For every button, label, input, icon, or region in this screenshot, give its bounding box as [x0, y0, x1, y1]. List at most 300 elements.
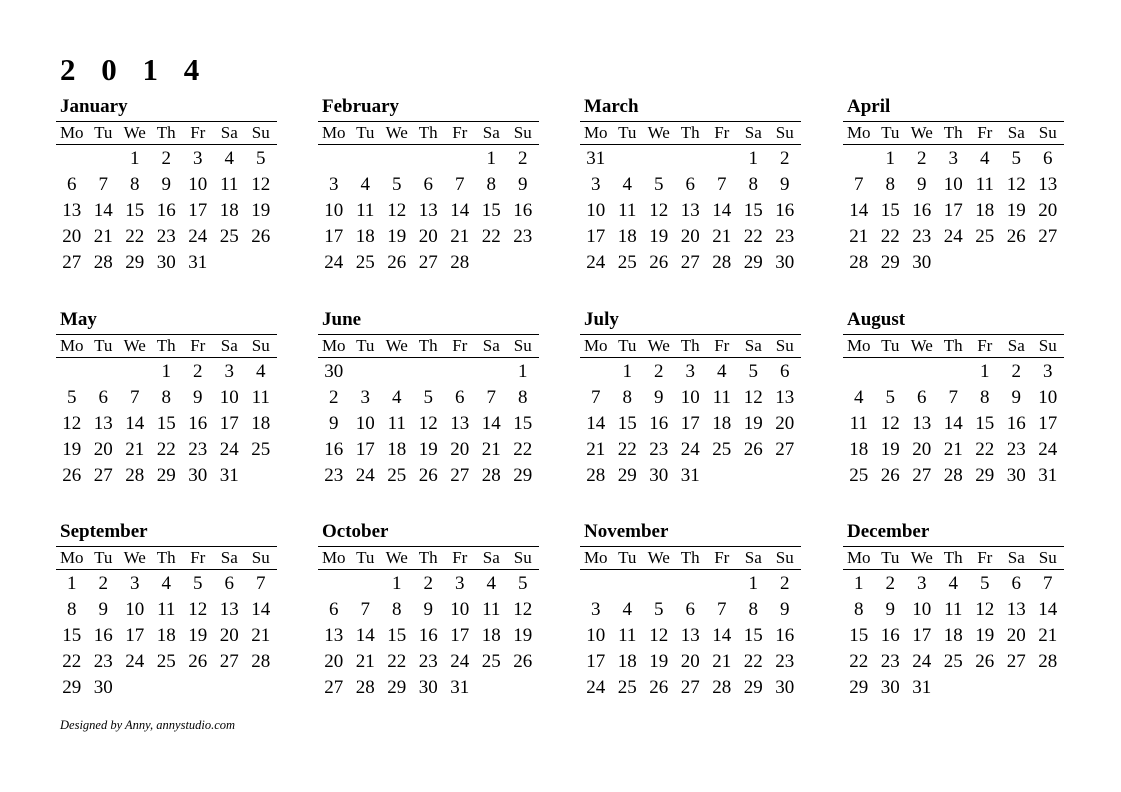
day-cell: 16: [93, 625, 113, 646]
day-cell: 8: [885, 174, 895, 195]
weekday-header: [318, 121, 539, 145]
month-march: [580, 96, 801, 276]
day-cell: [938, 359, 970, 385]
day-cell: 27: [680, 677, 700, 698]
weekday-label: Su: [775, 123, 794, 142]
day-cell: 5: [256, 148, 266, 169]
weekday-label: We: [123, 548, 146, 567]
day-cell: 5: [654, 174, 664, 195]
day-cell: 6: [98, 387, 108, 408]
day-cell: 7: [455, 174, 465, 195]
month-january: [56, 96, 277, 276]
weekday-label: Su: [1038, 123, 1057, 142]
day-cell: 28: [450, 252, 470, 273]
day-cell: 12: [418, 413, 438, 434]
day-cell: 11: [251, 387, 270, 408]
day-cell: 2: [885, 573, 895, 594]
weekday-header: [318, 334, 539, 358]
weekday-label: Mo: [321, 548, 346, 567]
day-cell: 23: [775, 651, 795, 672]
day-cell: 29: [617, 465, 637, 486]
day-cell: [476, 359, 508, 385]
day-cell: 2: [654, 361, 664, 382]
day-cell: 10: [324, 200, 344, 221]
weekday-label: Th: [943, 336, 963, 355]
days-grid: [318, 571, 539, 701]
day-cell: 19: [513, 625, 533, 646]
day-cell: 15: [62, 625, 82, 646]
day-cell: [381, 146, 413, 172]
day-cell: 18: [387, 439, 407, 460]
month-name: June: [322, 309, 362, 330]
day-cell: 4: [161, 573, 171, 594]
weekday-label: Fr: [714, 123, 730, 142]
weekday-label: Tu: [618, 336, 637, 355]
days-grid: [580, 146, 801, 276]
day-cell: 6: [329, 599, 339, 620]
weekday-label: Fr: [977, 336, 993, 355]
day-cell: 21: [450, 226, 470, 247]
day-cell: 16: [775, 200, 795, 221]
day-cell: 24: [355, 465, 375, 486]
day-cell: 12: [513, 599, 533, 620]
day-cell: 7: [717, 599, 727, 620]
day-cell: 7: [360, 599, 370, 620]
day-cell: 30: [775, 252, 795, 273]
weekday-label: Mo: [846, 548, 871, 567]
day-cell: 6: [67, 174, 77, 195]
day-cell: 3: [948, 148, 958, 169]
day-cell: 13: [1006, 599, 1026, 620]
day-cell: 29: [513, 465, 533, 486]
weekday-label: We: [385, 548, 408, 567]
day-cell: 5: [654, 599, 664, 620]
day-cell: 19: [62, 439, 82, 460]
day-cell: 14: [712, 200, 732, 221]
day-cell: 28: [93, 252, 113, 273]
day-cell: 12: [649, 625, 669, 646]
day-cell: [350, 571, 382, 597]
day-cell: 1: [980, 361, 990, 382]
day-cell: 31: [450, 677, 470, 698]
day-cell: 19: [387, 226, 407, 247]
day-cell: 8: [67, 599, 77, 620]
weekday-label: Th: [680, 336, 700, 355]
weekday-label: We: [910, 336, 933, 355]
weekday-label: Tu: [356, 548, 375, 567]
weekday-label: Tu: [94, 123, 113, 142]
weekday-label: Su: [251, 123, 270, 142]
day-cell: 30: [649, 465, 669, 486]
weekday-label: Sa: [482, 123, 500, 142]
day-cell: 25: [943, 651, 963, 672]
weekday-label: Th: [943, 123, 963, 142]
day-cell: 25: [712, 439, 732, 460]
day-cell: 31: [912, 677, 932, 698]
weekday-header: [843, 121, 1064, 145]
weekday-label: Mo: [846, 123, 871, 142]
day-cell: 25: [481, 651, 501, 672]
weekday-label: We: [910, 123, 933, 142]
day-cell: 5: [1011, 148, 1021, 169]
day-cell: 15: [880, 200, 900, 221]
weekday-label: Su: [513, 123, 532, 142]
weekday-label: Th: [418, 548, 438, 567]
weekday-label: Th: [156, 548, 176, 567]
day-cell: 10: [1038, 387, 1058, 408]
day-cell: 21: [93, 226, 113, 247]
day-cell: 27: [775, 439, 795, 460]
day-cell: 22: [880, 226, 900, 247]
day-cell: 15: [125, 200, 145, 221]
weekday-label: Th: [680, 548, 700, 567]
day-cell: 24: [586, 252, 606, 273]
day-cell: 12: [743, 387, 763, 408]
day-cell: 28: [355, 677, 375, 698]
day-cell: 28: [943, 465, 963, 486]
day-cell: 17: [586, 651, 606, 672]
day-cell: [612, 571, 644, 597]
day-cell: 27: [680, 252, 700, 273]
weekday-label: Sa: [220, 336, 238, 355]
day-cell: 30: [324, 361, 344, 382]
weekday-label: Tu: [881, 123, 900, 142]
day-cell: 18: [355, 226, 375, 247]
month-name: December: [847, 521, 930, 542]
day-cell: 23: [324, 465, 344, 486]
day-cell: 29: [743, 677, 763, 698]
day-cell: 14: [849, 200, 869, 221]
month-name: October: [322, 521, 389, 542]
day-cell: 27: [219, 651, 239, 672]
weekday-label: Tu: [618, 123, 637, 142]
day-cell: 10: [188, 174, 208, 195]
day-cell: 13: [324, 625, 344, 646]
day-cell: 21: [712, 651, 732, 672]
weekday-label: Fr: [714, 548, 730, 567]
day-cell: 2: [917, 148, 927, 169]
weekday-label: Sa: [744, 123, 762, 142]
day-cell: 8: [486, 174, 496, 195]
weekday-label: Tu: [356, 336, 375, 355]
weekday-label: Mo: [846, 336, 871, 355]
weekday-label: Mo: [583, 123, 608, 142]
day-cell: 16: [775, 625, 795, 646]
day-cell: 18: [712, 413, 732, 434]
day-cell: 15: [617, 413, 637, 434]
day-cell: [318, 571, 350, 597]
day-cell: 19: [188, 625, 208, 646]
day-cell: 20: [775, 413, 795, 434]
day-cell: 18: [156, 625, 176, 646]
day-cell: 4: [717, 361, 727, 382]
day-cell: 9: [518, 174, 528, 195]
weekday-label: Su: [251, 336, 270, 355]
day-cell: 11: [618, 625, 637, 646]
day-cell: 8: [748, 174, 758, 195]
day-cell: 21: [481, 439, 501, 460]
day-cell: 3: [1043, 361, 1053, 382]
day-cell: 21: [586, 439, 606, 460]
day-cell: 18: [481, 625, 501, 646]
day-cell: 17: [219, 413, 239, 434]
day-cell: 23: [1006, 439, 1026, 460]
day-cell: 20: [324, 651, 344, 672]
weekday-label: We: [910, 548, 933, 567]
day-cell: 27: [912, 465, 932, 486]
day-cell: 15: [387, 625, 407, 646]
day-cell: 14: [355, 625, 375, 646]
day-cell: 23: [93, 651, 113, 672]
weekday-label: We: [123, 336, 146, 355]
weekday-label: Tu: [881, 336, 900, 355]
day-cell: [56, 146, 88, 172]
weekday-label: Su: [775, 336, 794, 355]
weekday-label: Su: [513, 336, 532, 355]
weekday-label: Fr: [452, 336, 468, 355]
day-cell: 31: [188, 252, 208, 273]
day-cell: 23: [513, 226, 533, 247]
day-cell: 5: [392, 174, 402, 195]
day-cell: 11: [157, 599, 176, 620]
day-cell: 4: [360, 174, 370, 195]
days-grid: [318, 359, 539, 489]
day-cell: 24: [219, 439, 239, 460]
day-cell: [843, 146, 875, 172]
day-cell: 25: [355, 252, 375, 273]
day-cell: 26: [649, 677, 669, 698]
day-cell: 20: [93, 439, 113, 460]
day-cell: 8: [392, 599, 402, 620]
day-cell: 14: [93, 200, 113, 221]
day-cell: 21: [712, 226, 732, 247]
day-cell: 24: [1038, 439, 1058, 460]
day-cell: 16: [513, 200, 533, 221]
day-cell: 21: [849, 226, 869, 247]
day-cell: 2: [1011, 361, 1021, 382]
day-cell: 23: [156, 226, 176, 247]
day-cell: 26: [975, 651, 995, 672]
weekday-label: Sa: [1007, 336, 1025, 355]
day-cell: 11: [975, 174, 994, 195]
day-cell: 4: [854, 387, 864, 408]
month-april: [843, 96, 1064, 276]
day-cell: 7: [854, 174, 864, 195]
month-name: February: [322, 96, 400, 117]
day-cell: 7: [717, 174, 727, 195]
day-cell: 17: [450, 625, 470, 646]
day-cell: [675, 146, 707, 172]
day-cell: 2: [518, 148, 528, 169]
day-cell: 2: [780, 573, 790, 594]
day-cell: 4: [392, 387, 402, 408]
month-may: [56, 309, 277, 489]
day-cell: 24: [324, 252, 344, 273]
day-cell: 9: [1011, 387, 1021, 408]
weekday-label: Fr: [190, 123, 206, 142]
day-cell: 7: [98, 174, 108, 195]
weekday-label: Su: [775, 548, 794, 567]
day-cell: [413, 146, 445, 172]
day-cell: 26: [62, 465, 82, 486]
day-cell: 29: [125, 252, 145, 273]
day-cell: 19: [743, 413, 763, 434]
weekday-label: Th: [418, 336, 438, 355]
day-cell: 24: [586, 677, 606, 698]
day-cell: 1: [622, 361, 632, 382]
day-cell: 22: [743, 226, 763, 247]
day-cell: 19: [1006, 200, 1026, 221]
days-grid: [56, 359, 277, 489]
day-cell: 9: [780, 174, 790, 195]
weekday-label: Sa: [220, 123, 238, 142]
day-cell: 6: [685, 599, 695, 620]
day-cell: 8: [622, 387, 632, 408]
day-cell: 11: [387, 413, 406, 434]
day-cell: 17: [1038, 413, 1058, 434]
day-cell: 22: [513, 439, 533, 460]
day-cell: 13: [1038, 174, 1058, 195]
day-cell: 6: [1043, 148, 1053, 169]
month-name: September: [60, 521, 148, 542]
day-cell: 17: [324, 226, 344, 247]
year-title: 2 0 1 4: [60, 52, 209, 87]
day-cell: 22: [849, 651, 869, 672]
day-cell: 3: [591, 174, 601, 195]
weekday-label: We: [385, 336, 408, 355]
day-cell: [643, 571, 675, 597]
day-cell: 20: [680, 651, 700, 672]
day-cell: 21: [1038, 625, 1058, 646]
days-grid: [580, 359, 801, 489]
day-cell: 5: [423, 387, 433, 408]
day-cell: 6: [224, 573, 234, 594]
day-cell: [413, 359, 445, 385]
day-cell: 16: [912, 200, 932, 221]
day-cell: 2: [423, 573, 433, 594]
weekday-label: Sa: [482, 336, 500, 355]
day-cell: 12: [387, 200, 407, 221]
day-cell: 6: [917, 387, 927, 408]
day-cell: 6: [455, 387, 465, 408]
day-cell: 23: [418, 651, 438, 672]
day-cell: 31: [680, 465, 700, 486]
day-cell: 12: [880, 413, 900, 434]
weekday-label: Fr: [714, 336, 730, 355]
day-cell: 3: [130, 573, 140, 594]
day-cell: 3: [455, 573, 465, 594]
weekday-header: [318, 546, 539, 570]
day-cell: 29: [880, 252, 900, 273]
day-cell: 13: [912, 413, 932, 434]
day-cell: 21: [251, 625, 271, 646]
weekday-label: Fr: [452, 123, 468, 142]
day-cell: 17: [943, 200, 963, 221]
day-cell: 10: [680, 387, 700, 408]
day-cell: 14: [450, 200, 470, 221]
day-cell: [843, 359, 875, 385]
weekday-label: Th: [156, 123, 176, 142]
day-cell: 3: [360, 387, 370, 408]
day-cell: 15: [156, 413, 176, 434]
day-cell: 22: [156, 439, 176, 460]
day-cell: 27: [418, 252, 438, 273]
days-grid: [843, 571, 1064, 701]
day-cell: 13: [93, 413, 113, 434]
day-cell: 10: [586, 200, 606, 221]
day-cell: 30: [418, 677, 438, 698]
days-grid: [843, 146, 1064, 276]
day-cell: 28: [712, 677, 732, 698]
month-name: May: [60, 309, 97, 330]
day-cell: [88, 359, 120, 385]
day-cell: 27: [1038, 226, 1058, 247]
day-cell: 21: [943, 439, 963, 460]
day-cell: 15: [513, 413, 533, 434]
day-cell: 7: [591, 387, 601, 408]
day-cell: 15: [849, 625, 869, 646]
day-cell: [675, 571, 707, 597]
day-cell: 11: [482, 599, 501, 620]
month-name: March: [584, 96, 639, 117]
weekday-label: Th: [156, 336, 176, 355]
day-cell: 28: [481, 465, 501, 486]
day-cell: 2: [329, 387, 339, 408]
day-cell: 16: [1006, 413, 1026, 434]
day-cell: 28: [712, 252, 732, 273]
day-cell: 20: [418, 226, 438, 247]
day-cell: 29: [62, 677, 82, 698]
day-cell: 25: [251, 439, 271, 460]
day-cell: [580, 571, 612, 597]
day-cell: 9: [917, 174, 927, 195]
day-cell: 3: [917, 573, 927, 594]
day-cell: 6: [685, 174, 695, 195]
day-cell: 4: [224, 148, 234, 169]
day-cell: 25: [849, 465, 869, 486]
weekday-label: We: [647, 336, 670, 355]
day-cell: 1: [392, 573, 402, 594]
weekday-label: Sa: [482, 548, 500, 567]
month-august: [843, 309, 1064, 489]
day-cell: [580, 359, 612, 385]
weekday-label: Mo: [59, 548, 84, 567]
weekday-label: Tu: [881, 548, 900, 567]
day-cell: 5: [980, 573, 990, 594]
day-cell: 4: [980, 148, 990, 169]
day-cell: 21: [125, 439, 145, 460]
day-cell: 20: [219, 625, 239, 646]
day-cell: 7: [1043, 573, 1053, 594]
weekday-label: Fr: [977, 123, 993, 142]
day-cell: 25: [219, 226, 239, 247]
weekday-label: Mo: [59, 336, 84, 355]
day-cell: 18: [975, 200, 995, 221]
day-cell: 19: [975, 625, 995, 646]
month-name: July: [584, 309, 619, 330]
day-cell: 30: [775, 677, 795, 698]
day-cell: 24: [125, 651, 145, 672]
day-cell: 12: [649, 200, 669, 221]
day-cell: 14: [712, 625, 732, 646]
day-cell: 9: [885, 599, 895, 620]
day-cell: 26: [418, 465, 438, 486]
day-cell: 14: [586, 413, 606, 434]
day-cell: 11: [712, 387, 731, 408]
day-cell: 23: [649, 439, 669, 460]
day-cell: 28: [251, 651, 271, 672]
month-july: [580, 309, 801, 489]
